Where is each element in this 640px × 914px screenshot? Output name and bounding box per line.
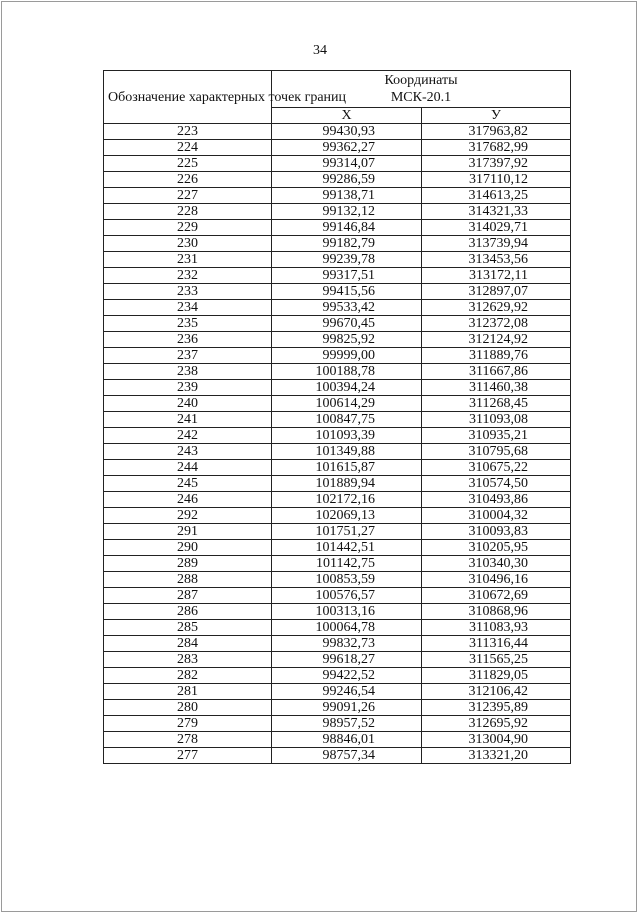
table-row [104, 364, 571, 380]
point-id-cell: 287 [104, 588, 272, 604]
table-row [104, 668, 571, 684]
point-id-cell: 288 [104, 572, 272, 588]
x-coordinate-cell: 99091,26 [272, 700, 422, 716]
y-coordinate-cell: 311268,45 [422, 396, 571, 412]
x-coordinate-cell: 102172,16 [272, 492, 422, 508]
y-coordinate-cell: 310205,95 [422, 540, 571, 556]
point-id-cell: 285 [104, 620, 272, 636]
y-coordinate-cell: 311829,05 [422, 668, 571, 684]
x-coordinate-cell: 101142,75 [272, 556, 422, 572]
x-coordinate-cell: 100313,16 [272, 604, 422, 620]
point-id-cell: 277 [104, 748, 272, 764]
table-row [104, 284, 571, 300]
point-id-cell: 239 [104, 380, 272, 396]
x-coordinate-cell: 99422,52 [272, 668, 422, 684]
y-coordinate-cell: 311316,44 [422, 636, 571, 652]
table-row [104, 684, 571, 700]
point-id-cell: 229 [104, 220, 272, 236]
point-id-cell: 238 [104, 364, 272, 380]
x-coordinate-cell: 99182,79 [272, 236, 422, 252]
x-coordinate-cell: 99239,78 [272, 252, 422, 268]
y-coordinate-cell: 311565,25 [422, 652, 571, 668]
x-coordinate-cell: 99317,51 [272, 268, 422, 284]
y-coordinate-cell: 313172,11 [422, 268, 571, 284]
point-id-cell: 236 [104, 332, 272, 348]
x-coordinate-cell: 100064,78 [272, 620, 422, 636]
table-row [104, 220, 571, 236]
x-coordinate-cell: 102069,13 [272, 508, 422, 524]
table-row [104, 204, 571, 220]
point-id-cell: 286 [104, 604, 272, 620]
x-coordinate-cell: 99415,56 [272, 284, 422, 300]
y-coordinate-cell: 310868,96 [422, 604, 571, 620]
point-id-cell: 231 [104, 252, 272, 268]
y-coordinate-cell: 310493,86 [422, 492, 571, 508]
point-id-cell: 281 [104, 684, 272, 700]
table-row [104, 396, 571, 412]
x-coordinate-cell: 99832,73 [272, 636, 422, 652]
table-row [104, 716, 571, 732]
table-row [104, 156, 571, 172]
point-id-cell: 291 [104, 524, 272, 540]
x-coordinate-cell: 100394,24 [272, 380, 422, 396]
table-row [104, 620, 571, 636]
x-coordinate-cell: 101442,51 [272, 540, 422, 556]
y-coordinate-cell: 311083,93 [422, 620, 571, 636]
table-row [104, 188, 571, 204]
x-coordinate-cell: 99618,27 [272, 652, 422, 668]
y-coordinate-cell: 310574,50 [422, 476, 571, 492]
x-coordinate-cell: 98846,01 [272, 732, 422, 748]
x-coordinate-cell: 99132,12 [272, 204, 422, 220]
table-row [104, 412, 571, 428]
point-id-cell: 226 [104, 172, 272, 188]
y-coordinate-cell: 317682,99 [422, 140, 571, 156]
point-id-cell: 241 [104, 412, 272, 428]
x-coordinate-cell: 99286,59 [272, 172, 422, 188]
y-coordinate-cell: 310675,22 [422, 460, 571, 476]
x-coordinate-cell: 99246,54 [272, 684, 422, 700]
x-coordinate-cell: 100853,59 [272, 572, 422, 588]
point-id-cell: 279 [104, 716, 272, 732]
y-coordinate-cell: 314613,25 [422, 188, 571, 204]
point-id-cell: 230 [104, 236, 272, 252]
table-row [104, 700, 571, 716]
x-coordinate-cell: 99999,00 [272, 348, 422, 364]
table-row [104, 540, 571, 556]
y-coordinate-cell: 317963,82 [422, 124, 571, 140]
table-row [104, 316, 571, 332]
table-row [104, 172, 571, 188]
table-body [104, 124, 571, 764]
point-id-cell: 283 [104, 652, 272, 668]
y-coordinate-cell: 313739,94 [422, 236, 571, 252]
table-row [104, 444, 571, 460]
x-coordinate-cell: 101349,88 [272, 444, 422, 460]
y-coordinate-cell: 311460,38 [422, 380, 571, 396]
point-id-cell: 280 [104, 700, 272, 716]
point-id-cell: 234 [104, 300, 272, 316]
header-designation: Обозначение характерных точек границ [104, 71, 272, 124]
point-id-cell: 237 [104, 348, 272, 364]
y-coordinate-cell: 312629,92 [422, 300, 571, 316]
table-row [104, 604, 571, 620]
point-id-cell: 240 [104, 396, 272, 412]
y-coordinate-cell: 310935,21 [422, 428, 571, 444]
point-id-cell: 227 [104, 188, 272, 204]
page-number: 34 [313, 43, 327, 58]
point-id-cell: 289 [104, 556, 272, 572]
x-coordinate-cell: 99362,27 [272, 140, 422, 156]
y-coordinate-cell: 312106,42 [422, 684, 571, 700]
table-row [104, 588, 571, 604]
header-coordinates-label: Координаты [384, 73, 458, 88]
point-id-cell: 224 [104, 140, 272, 156]
header-coordinate-system: МСК-20.1 [390, 90, 452, 105]
y-coordinate-cell: 312372,08 [422, 316, 571, 332]
point-id-cell: 244 [104, 460, 272, 476]
table-row [104, 348, 571, 364]
y-coordinate-cell: 313453,56 [422, 252, 571, 268]
y-coordinate-cell: 310340,30 [422, 556, 571, 572]
x-coordinate-cell: 100188,78 [272, 364, 422, 380]
x-coordinate-cell: 99138,71 [272, 188, 422, 204]
y-coordinate-cell: 313004,90 [422, 732, 571, 748]
point-id-cell: 246 [104, 492, 272, 508]
x-coordinate-cell: 101093,39 [272, 428, 422, 444]
x-coordinate-cell: 98757,34 [272, 748, 422, 764]
x-coordinate-cell: 100847,75 [272, 412, 422, 428]
point-id-cell: 233 [104, 284, 272, 300]
point-id-cell: 243 [104, 444, 272, 460]
x-coordinate-cell: 101889,94 [272, 476, 422, 492]
y-coordinate-cell: 312695,92 [422, 716, 571, 732]
table-row [104, 732, 571, 748]
x-coordinate-cell: 98957,52 [272, 716, 422, 732]
table-row [104, 492, 571, 508]
point-id-cell: 232 [104, 268, 272, 284]
table-row [104, 380, 571, 396]
table-row [104, 572, 571, 588]
point-id-cell: 284 [104, 636, 272, 652]
point-id-cell: 223 [104, 124, 272, 140]
table-row [104, 524, 571, 540]
table-row [104, 476, 571, 492]
x-coordinate-cell: 99670,45 [272, 316, 422, 332]
y-coordinate-cell: 311889,76 [422, 348, 571, 364]
y-coordinate-cell: 314321,33 [422, 204, 571, 220]
point-id-cell: 292 [104, 508, 272, 524]
point-id-cell: 278 [104, 732, 272, 748]
y-coordinate-cell: 312395,89 [422, 700, 571, 716]
y-coordinate-cell: 317397,92 [422, 156, 571, 172]
point-id-cell: 282 [104, 668, 272, 684]
y-coordinate-cell: 310496,16 [422, 572, 571, 588]
point-id-cell: 290 [104, 540, 272, 556]
x-coordinate-cell: 99314,07 [272, 156, 422, 172]
table-row [104, 332, 571, 348]
x-coordinate-cell: 99146,84 [272, 220, 422, 236]
y-coordinate-cell: 311667,86 [422, 364, 571, 380]
point-id-cell: 235 [104, 316, 272, 332]
x-coordinate-cell: 100576,57 [272, 588, 422, 604]
table-row [104, 252, 571, 268]
x-coordinate-cell: 101751,27 [272, 524, 422, 540]
table-row [104, 556, 571, 572]
y-coordinate-cell: 310093,83 [422, 524, 571, 540]
table-row [104, 236, 571, 252]
header-y: У [422, 108, 571, 124]
y-coordinate-cell: 317110,12 [422, 172, 571, 188]
point-id-cell: 242 [104, 428, 272, 444]
y-coordinate-cell: 311093,08 [422, 412, 571, 428]
x-coordinate-cell: 99825,92 [272, 332, 422, 348]
point-id-cell: 225 [104, 156, 272, 172]
table-row [104, 652, 571, 668]
y-coordinate-cell: 310795,68 [422, 444, 571, 460]
point-id-cell: 228 [104, 204, 272, 220]
table-row [104, 508, 571, 524]
x-coordinate-cell: 99430,93 [272, 124, 422, 140]
table-row [104, 300, 571, 316]
table-row [104, 460, 571, 476]
y-coordinate-cell: 312124,92 [422, 332, 571, 348]
table-row [104, 268, 571, 284]
x-coordinate-cell: 100614,29 [272, 396, 422, 412]
table-row [104, 140, 571, 156]
y-coordinate-cell: 312897,07 [422, 284, 571, 300]
y-coordinate-cell: 310672,69 [422, 588, 571, 604]
coordinates-table [103, 70, 571, 764]
table-row [104, 124, 571, 140]
table-row [104, 428, 571, 444]
y-coordinate-cell: 313321,20 [422, 748, 571, 764]
y-coordinate-cell: 310004,32 [422, 508, 571, 524]
table-row [104, 748, 571, 764]
point-id-cell: 245 [104, 476, 272, 492]
header-x: Х [272, 108, 422, 124]
x-coordinate-cell: 99533,42 [272, 300, 422, 316]
y-coordinate-cell: 314029,71 [422, 220, 571, 236]
x-coordinate-cell: 101615,87 [272, 460, 422, 476]
table-row [104, 636, 571, 652]
